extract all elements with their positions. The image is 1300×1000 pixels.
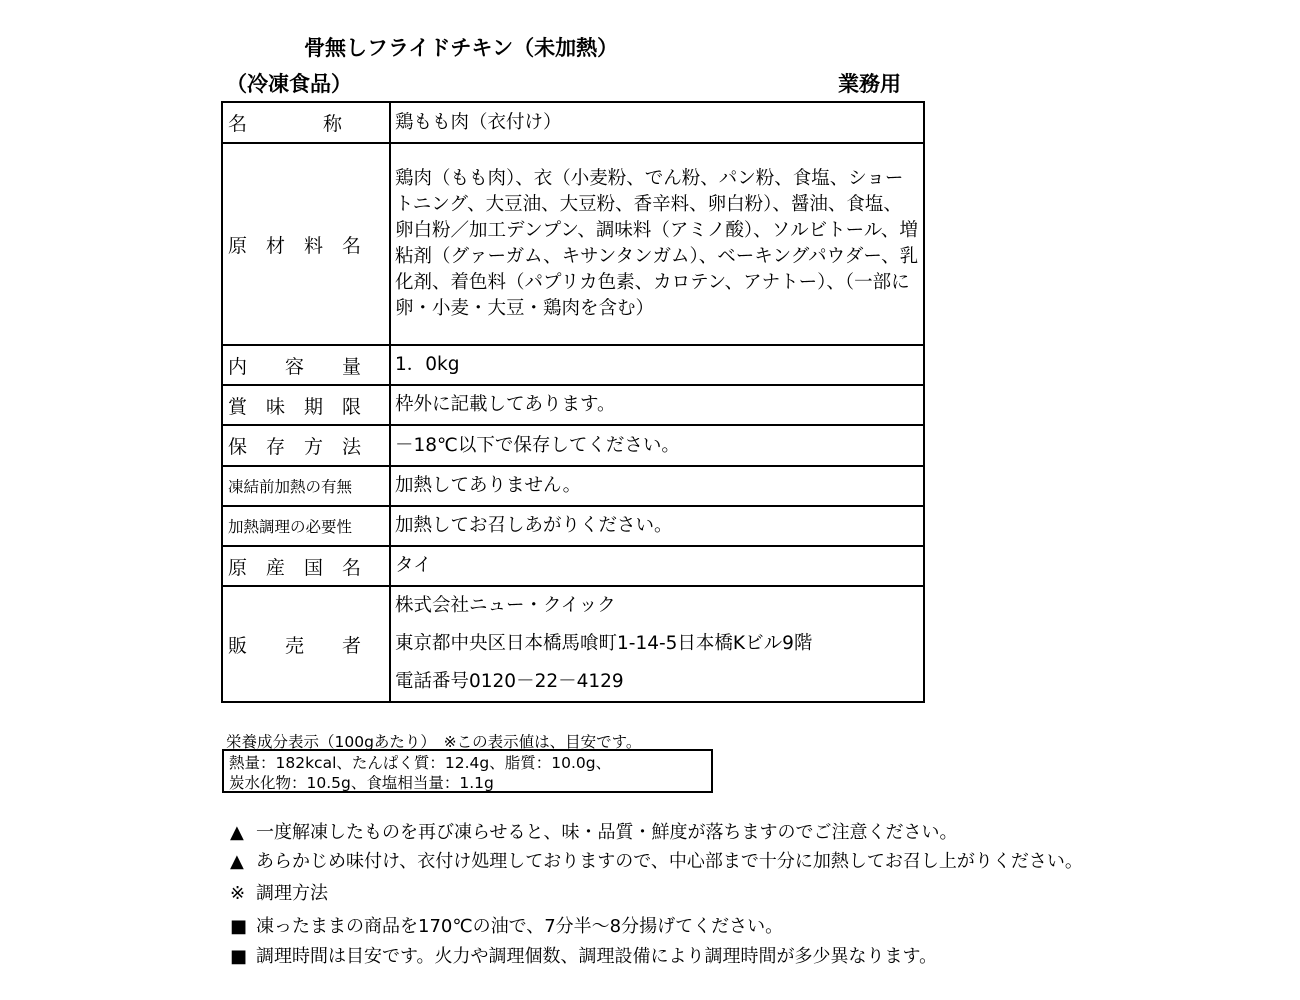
label-cell [222, 345, 390, 385]
label-origin: 原 産 国 名 [228, 556, 362, 579]
label-cooking-required: 加熱調理の必要性 [228, 518, 353, 536]
row-seller [222, 586, 924, 702]
seller-company: 株式会社ニュー・クイック [395, 595, 616, 616]
row-name [222, 102, 924, 143]
triangle-icon: ▲ [230, 851, 244, 872]
label-pre-freeze-heating: 凍結前加熱の有無 [228, 478, 353, 496]
label-cell [222, 546, 390, 586]
label-ingredients: 原 材 料 名 [228, 234, 362, 257]
nutrition-line-2: 炭水化物：10.5g、食塩相当量：1.1g [229, 774, 494, 792]
row-cooking-required [222, 506, 924, 546]
note-text: 一度解凍したものを再び凍らせると、味・品質・鮮度が落ちますのでご注意ください。 [256, 822, 958, 843]
label-cell [222, 143, 390, 345]
note-item [230, 879, 328, 905]
note-item [230, 818, 957, 844]
triangle-icon: ▲ [230, 822, 244, 843]
value-ingredients: 鶏肉（もも肉）、衣（小麦粉、でん粉、パン粉、食塩、ショートニング、大豆油、大豆粉、香辛料、卵白粉）、醤油、食塩、卵白粉／加工デンプン、調味料（アミノ酸）、ソルビトール、増粘剤（グァーガム、キサンタンガム）、ベーキングパウダー、乳化剤、着色料（パプリカ色素、カロテン、アナトー）、（一部に卵・小麦・大豆・鶏肉を含む） [395, 168, 919, 319]
label-seller: 販 売 者 [228, 634, 362, 657]
product-label-table [221, 101, 925, 703]
label-cell [222, 425, 390, 466]
label-cell [222, 466, 390, 506]
square-icon: ■ [230, 916, 248, 937]
nutrition-box [222, 749, 713, 793]
value-pre-freeze-heating: 加熱してありません。 [395, 475, 582, 497]
category-label: （冷凍食品） [226, 72, 352, 96]
square-icon: ■ [230, 946, 248, 967]
seller-address: 東京都中央区日本橋馬喰町1-14-5日本橋Kビル9階 [395, 633, 813, 654]
note-text: 調理時間は目安です。火力や調理個数、調理設備により調理時間が多少異なります。 [256, 946, 938, 967]
label-contents: 内 容 量 [228, 355, 362, 378]
label-cell [222, 385, 390, 425]
nutrition-line-1: 熱量：182kcal、たんぱく質：12.4g、脂質：10.0g、 [229, 754, 612, 772]
row-best-before [222, 385, 924, 425]
value-cooking-required: 加熱してお召しあがりください。 [395, 515, 673, 537]
value-best-before: 枠外に記載してあります。 [395, 394, 616, 416]
label-storage: 保 存 方 法 [228, 436, 362, 458]
note-text: 凍ったままの商品を170℃の油で、7分半～8分揚げてください。 [256, 916, 784, 937]
row-origin [222, 546, 924, 586]
value-storage: －18℃以下で保存してください。 [395, 434, 680, 456]
value-name: 鶏もも肉（衣付け） [395, 111, 562, 133]
value-cell [390, 466, 924, 506]
row-ingredients [222, 143, 924, 345]
value-cell [390, 586, 924, 702]
note-item [230, 912, 783, 938]
label-best-before: 賞 味 期 限 [228, 395, 362, 418]
value-cell [390, 102, 924, 143]
value-origin: タイ [395, 555, 432, 577]
note-item [230, 942, 937, 968]
value-cell [390, 385, 924, 425]
value-cell [390, 345, 924, 385]
row-contents [222, 345, 924, 385]
label-cell [222, 506, 390, 546]
note-text: 調理方法 [256, 883, 328, 904]
label-name: 名 称 [228, 113, 343, 135]
row-storage [222, 425, 924, 466]
label-cell [222, 586, 390, 702]
value-cell [390, 546, 924, 586]
product-title: 骨無しフライドチキン（未加熱） [304, 36, 619, 60]
value-cell [390, 425, 924, 466]
reference-mark-icon: ※ [230, 883, 246, 904]
note-item [230, 847, 1083, 873]
usage-label: 業務用 [838, 72, 901, 96]
value-contents: 1．0kg [395, 354, 460, 376]
row-pre-freeze-heating [222, 466, 924, 506]
value-cell [390, 506, 924, 546]
label-cell [222, 102, 390, 143]
note-text: あらかじめ味付け、衣付け処理しておりますので、中心部まで十分に加熱してお召し上がりください。 [256, 851, 1083, 872]
value-cell [390, 143, 924, 345]
seller-phone: 電話番号0120－22－4129 [395, 671, 624, 692]
nutrition-caption: 栄養成分表示（100gあたり） ※この表示値は、目安です。 [226, 733, 642, 751]
